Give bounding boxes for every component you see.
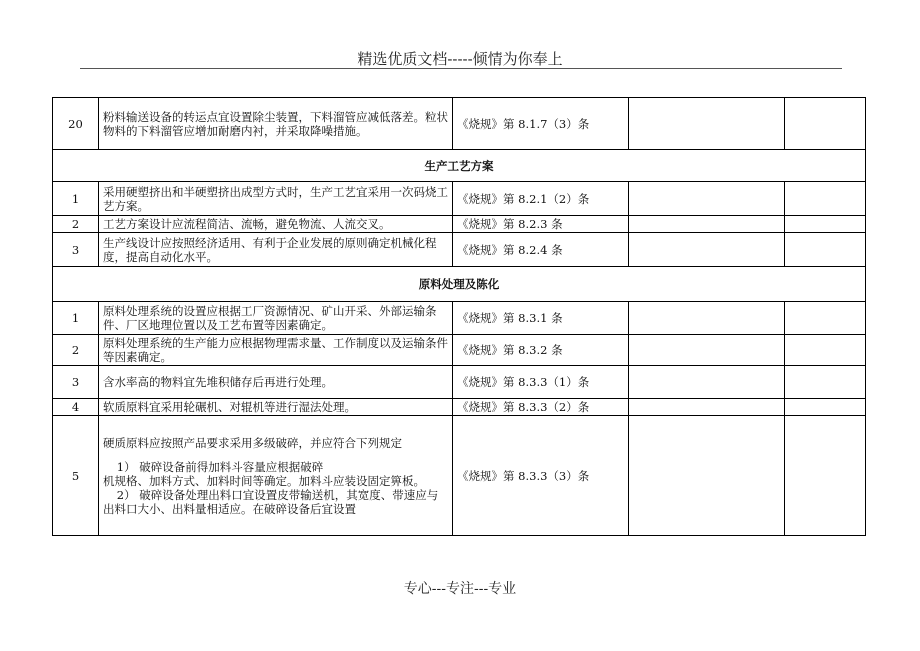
remark-cell [785,98,866,150]
check-cell [629,335,785,366]
table-row [53,302,866,335]
blank-line [103,450,448,460]
requirement-text: 粉料输送设备的转运点宜设置除尘装置，下料溜管应减低落差。粒状物料的下料溜管应增加耐磨内衬，并采取降噪措施。 [99,98,453,150]
section-title: 生产工艺方案 [53,150,866,182]
remark-cell [785,399,866,416]
section-row [53,150,866,182]
table-row [53,335,866,366]
section-title: 原料处理及陈化 [53,267,866,302]
check-cell [629,182,785,216]
header-divider [80,68,842,69]
remark-cell [785,182,866,216]
requirement-text: 含水率高的物料宜先堆积储存后再进行处理。 [99,366,453,399]
code-reference: 《烧规》第 8.3.3（3）条 [453,416,629,536]
row-number: 2 [53,335,99,366]
row-number: 4 [53,399,99,416]
code-reference: 《烧规》第 8.1.7（3）条 [453,98,629,150]
page-header: 精选优质文档-----倾情为你奉上 [357,50,563,68]
remark-cell [785,335,866,366]
check-cell [629,416,785,536]
requirement-text: 原料处理系统的设置应根据工厂资源情况、矿山开采、外部运输条件、厂区地理位置以及工艺布置等因素确定。 [99,302,453,335]
page-footer: 专心---专注---专业 [403,581,517,597]
table-row [53,233,866,267]
table-row [53,399,866,416]
requirement-item-1a: 1） 破碎设备前得加料斗容量应根据破碎 [116,459,324,474]
code-reference: 《烧规》第 8.2.4 条 [453,233,629,267]
remark-cell [785,216,866,233]
code-reference: 《烧规》第 8.2.1（2）条 [453,182,629,216]
code-reference: 《烧规》第 8.3.2 条 [453,335,629,366]
table-row [53,98,866,150]
check-cell [629,399,785,416]
requirement-text: 生产线设计应按照经济适用、有利于企业发展的原则确定机械化程度，提高自动化水平。 [99,233,453,267]
section-row [53,267,866,302]
requirement-text [99,416,453,536]
check-cell [629,233,785,267]
remark-cell [785,302,866,335]
code-reference: 《烧规》第 8.3.3（2）条 [453,399,629,416]
row-number: 3 [53,233,99,267]
requirement-intro: 硬质原料应按照产品要求采用多级破碎，并应符合下列规定 [103,435,402,450]
table-row [53,182,866,216]
row-number: 20 [53,98,99,150]
table-row [53,366,866,399]
table-row [53,416,866,536]
code-reference: 《烧规》第 8.2.3 条 [453,216,629,233]
requirement-text: 工艺方案设计应流程简洁、流畅，避免物流、人流交叉。 [99,216,453,233]
check-cell [629,366,785,399]
remark-cell [785,416,866,536]
check-cell [629,216,785,233]
code-reference: 《烧规》第 8.3.1 条 [453,302,629,335]
requirement-item-2: 2） 破碎设备处理出料口宜设置皮带输送机，其宽度、带速应与出料口大小、出料量相适应。在破碎设备后宜设置 [103,487,439,516]
row-number: 5 [53,416,99,536]
check-cell [629,98,785,150]
requirement-text: 采用硬塑挤出和半硬塑挤出成型方式时，生产工艺宜采用一次码烧工艺方案。 [99,182,453,216]
table-row [53,216,866,233]
code-reference: 《烧规》第 8.3.3（1）条 [453,366,629,399]
requirement-item-1b: 机规格、加料方式、加料时间等确定。加料斗应装设固定箅板。 [103,473,425,488]
requirement-text: 软质原料宜采用轮碾机、对辊机等进行湿法处理。 [99,399,453,416]
row-number: 1 [53,302,99,335]
remark-cell [785,233,866,267]
row-number: 3 [53,366,99,399]
specification-table [52,97,866,536]
remark-cell [785,366,866,399]
requirement-text: 原料处理系统的生产能力应根据物理需求量、工作制度以及运输条件等因素确定。 [99,335,453,366]
row-number: 2 [53,216,99,233]
check-cell [629,302,785,335]
row-number: 1 [53,182,99,216]
